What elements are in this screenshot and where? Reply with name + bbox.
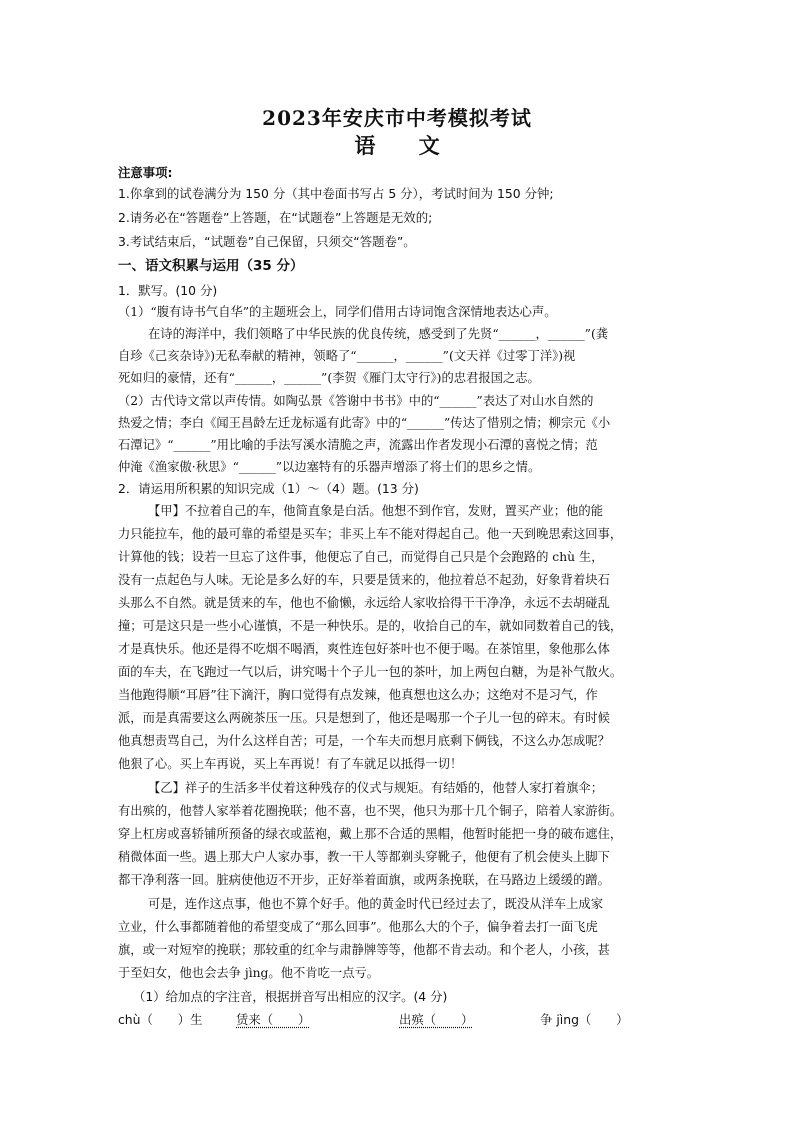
passage-yi-line: 稍微体面一些。遇上那大户人家办事，教一干人等都剃头穿靴子，他便有了机会使头上脚下	[118, 850, 610, 864]
passage-jia-line: 计算他的钱；设若一旦忘了这件事，他便忘了自己，而觉得自己只是个会跑路的 chù 生，	[118, 550, 604, 564]
passage-jia-line: 面的车夫，在飞跑过一气以后，讲究喝十个子儿一包的茶叶，加上两包白糖，为是补气散火。	[118, 665, 623, 679]
q1-part1: （1）“腹有诗书气自华”的主题班会上，同学们借用古诗词饱含深情地表达心声。	[118, 305, 557, 319]
q1-line: 死如归的豪情，还有“______，______”(李贺《雁门太守行》)的忠君报国之志。	[118, 371, 540, 385]
passage-jia-line: 力只能拉车，他的最可靠的希望是买车；非买上车不能对得起自己。他一天到晚思索这回事，	[118, 527, 623, 541]
q1-line: 在诗的海洋中，我们领略了中华民族的优良传统，感受到了先贤“______，______”(龚	[148, 327, 609, 341]
passage-jia-line: 当他跑得顺“耳唇”往下滴汗，胸口觉得有点发辣，他真想也这么办；这绝对不是习气，作	[118, 688, 598, 702]
passage-jia-line: 他狠了心。买上车再说，买上车再说！有了车就足以抵得一切！	[118, 757, 463, 771]
section-1-heading: 一、语文积累与运用（35 分）	[118, 258, 304, 274]
passage-jia-line: 【甲】不拉着自己的车，他简直象是白活。他想不到作官，发财，置买产业；他的能	[148, 504, 603, 518]
notes-heading: 注意事项:	[118, 165, 173, 180]
note-1: 1.你拿到的试卷满分为 150 分（其中卷面书写占 5 分），考试时间为 150 分钟;	[118, 186, 554, 201]
q1-line: 石潭记》“______”用比喻的手法写溪水清脆之声，流露出作者发现小石潭的喜悦之情；范	[118, 438, 598, 452]
passage-jia-line: 他真想责骂自己，为什么这样自苦；可是，一个车夫而想月底剩下俩钱，不这么办怎成呢？	[118, 734, 610, 748]
answer-blank-3: 出殡（ ）	[399, 1012, 474, 1027]
passage-jia-line: 没有一点起色与人味。无论是多么好的车，只要是赁来的，他拉着总不起劲，好象背着块石	[118, 573, 610, 587]
passage-yi-line: 都干净利落一回。脏病使他迈不开步，正好举着面旗，或两条挽联，在马路边上缓缓的蹭。	[118, 873, 610, 887]
passage-cont-line: 立业，什么事都随着他的希望变成了“那么回事”。他那么大的个子，偏争着去打一面飞虎	[118, 920, 598, 934]
passage-jia-line: 派，而是真需要这么两碗茶压一压。只是想到了，他还是喝那一个子儿一包的碎末。有时候	[118, 711, 610, 725]
passage-jia-line: 才是真快乐。他还是得不吃烟不喝酒，爽性连包好茶叶也不便于喝。在茶馆里，象他那么体	[118, 642, 610, 656]
q2-sub1: （1）给加点的字注音，根据拼音写出相应的汉字。(4 分)	[133, 989, 448, 1004]
answer-blank-1: chù（ ）生	[118, 1012, 203, 1027]
q2-heading: 2．请运用所积累的知识完成（1）～（4）题。(13 分)	[118, 481, 419, 496]
exam-title: 2023年安庆市中考模拟考试	[262, 106, 532, 130]
passage-yi-line: 有出殡的，他替人家举着花圈挽联；他不喜，也不哭，他只为那十几个铜子，陪着人家游街。	[118, 804, 623, 818]
passage-cont-line: 旗，或一对短窄的挽联；那较重的红伞与肃静牌等等，他都不肯去动。和个老人，小孩，甚	[118, 943, 610, 957]
passage-jia-line: 撞；可是这只是一些小心谨慎，不是一种快乐。是的，收拾自己的车，就如同数着自己的钱，	[118, 619, 623, 633]
q1-heading: 1．默写。(10 分)	[118, 283, 218, 298]
note-3: 3.考试结束后，“试题卷”自己保留，只须交“答题卷”。	[118, 234, 416, 249]
q1-line: 自珍《己亥杂诗》)无私奉献的精神，领略了“______，______”(文天祥《过零丁洋》)视	[118, 349, 576, 363]
passage-cont-line: 可是，连作这点事，他也不算个好手。他的黄金时代已经过去了，既没从洋车上成家	[148, 897, 603, 911]
note-2: 2.请务必在“答题卷”上答题，在“试题卷”上答题是无效的;	[118, 210, 433, 225]
q1-part2: （2）古代诗文常以声传情。如陶弘景《答谢中书书》中的“______”表达了对山水自然的	[118, 394, 594, 408]
answer-blank-2: 赁来（ ）	[236, 1012, 311, 1027]
passage-yi-line: 穿上杠房或喜轿铺所预备的绿衣或蓝袍，戴上那不合适的黑帽，他暂时能把一身的破布遮住，	[118, 827, 623, 841]
passage-yi-line: 【乙】祥子的生活多半仗着这种残存的仪式与规矩。有结婚的，他替人家打着旗伞；	[148, 781, 603, 795]
q1-line: 热爱之情；李白《闻王昌龄左迁龙标遥有此寄》中的“______”传达了惜别之情；柳宗元《小	[118, 416, 611, 430]
answer-blank-4: 争 jìng（ ）	[540, 1012, 629, 1027]
passage-jia-line: 头那么不自然。就是赁来的车，他也不偷懒，永远给人家收拾得干干净净，永远不去胡碰乱	[118, 596, 610, 610]
subject-title: 语 文	[354, 133, 458, 158]
q1-line: 仲淹《渔家傲·秋思》“______”以边塞特有的乐器声增添了将士们的思乡之情。	[118, 460, 541, 474]
passage-cont-line: 于至妇女，他也会去争 jìng。他不肯吃一点亏。	[118, 966, 380, 980]
